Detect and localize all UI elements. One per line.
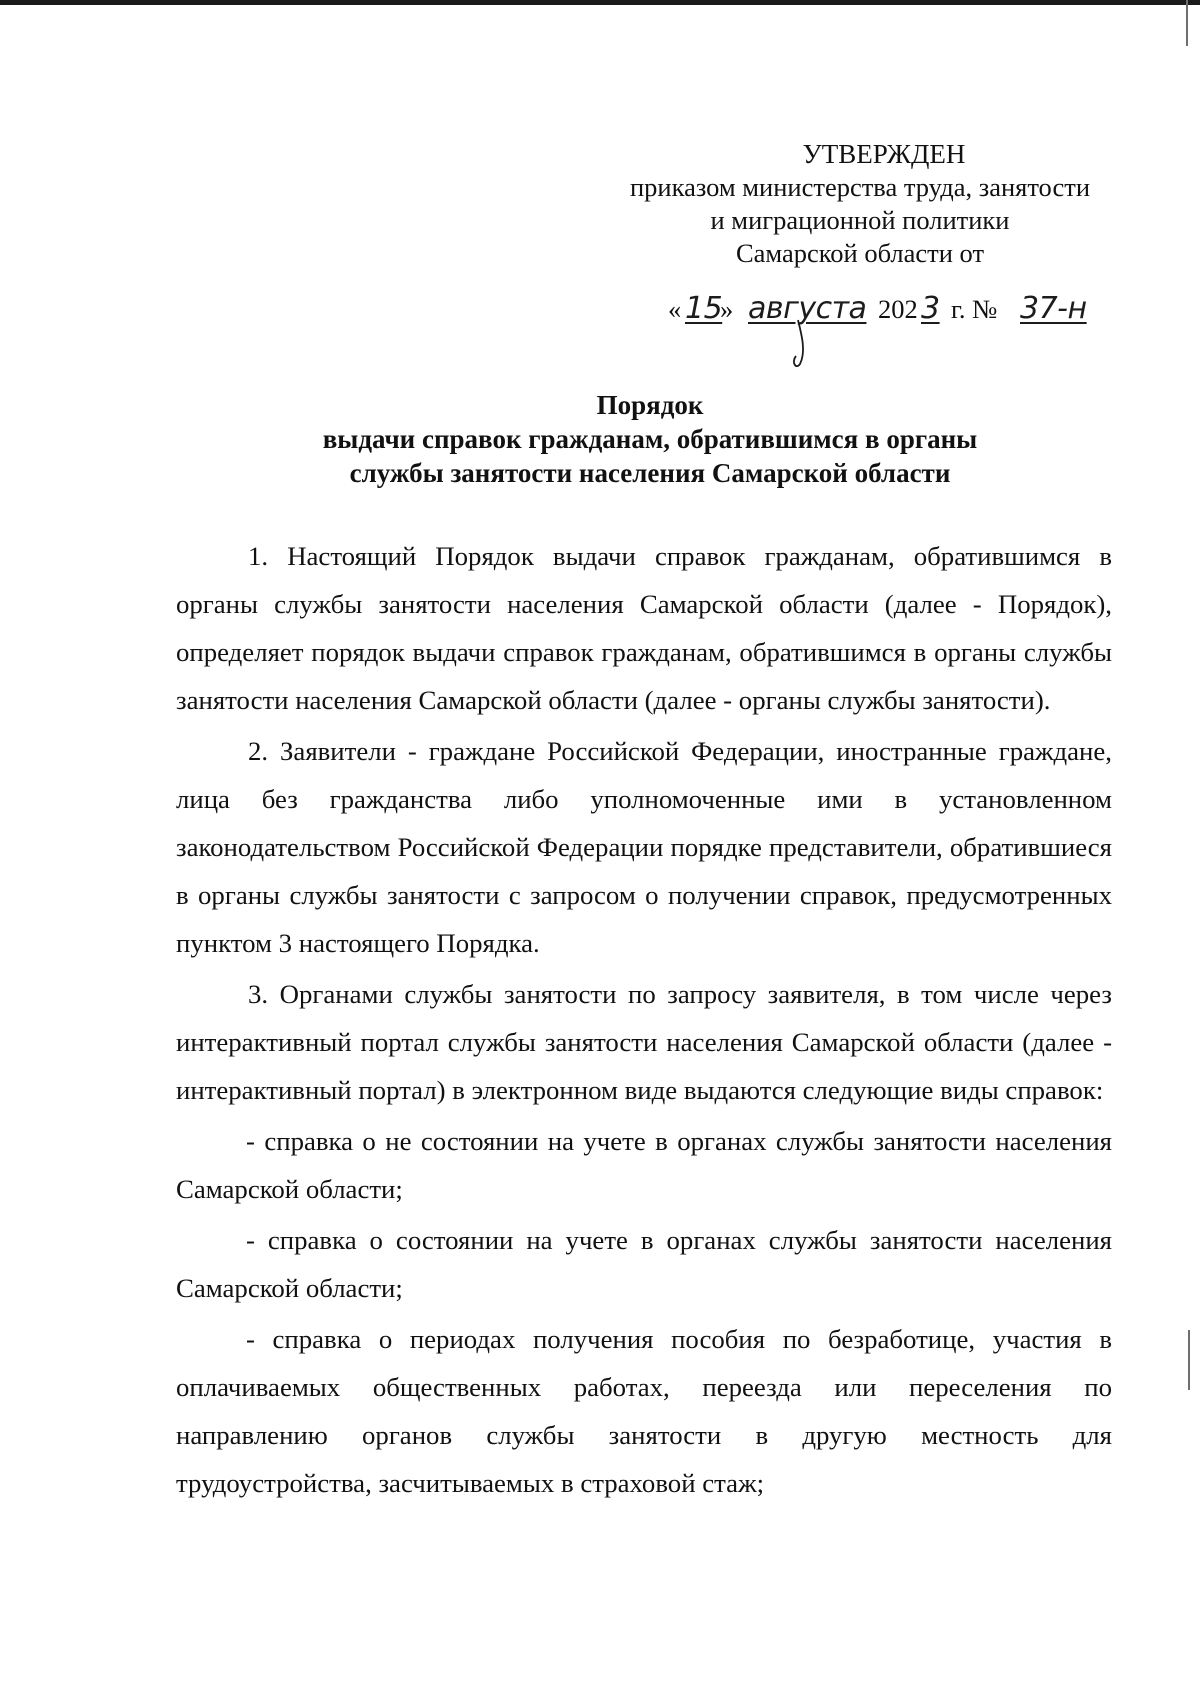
approval-line-3: Самарской области от bbox=[735, 238, 985, 268]
handwritten-order-number: 37-н bbox=[1020, 291, 1087, 326]
document-title bbox=[180, 388, 1120, 490]
paragraph-1: 1. Настоящий Порядок выдачи справок гражданам, обратившимся в органы службы занятости населения Самарской области (далее - Порядок), определяет порядок выдачи справок гражданам, обратившимся в органы службы занятости населения Самарской области (далее - органы службы занятости). bbox=[176, 541, 1112, 715]
list-item-certificate-benefit-periods: - справка о периодах получения пособия по безработице, участия в оплачиваемых общественных работах, переезда или переселения по направлению органов службы занятости в другую местность для трудоустройства, засчитываемых в страховой стаж; bbox=[176, 1324, 1112, 1498]
approval-block bbox=[600, 138, 1120, 270]
year-prefix: 202 bbox=[878, 294, 918, 324]
title-line-2: выдачи справок гражданам, обратившимся в органы bbox=[322, 424, 978, 454]
handwritten-day: 15 bbox=[685, 291, 723, 326]
close-quote: » bbox=[720, 294, 734, 324]
title-line-1: Порядок bbox=[596, 390, 704, 420]
list-item-certificate-registered: - справка о состоянии на учете в органах службы занятости населения Самарской области; bbox=[176, 1225, 1112, 1303]
handwritten-month-tail bbox=[792, 318, 816, 370]
document-body bbox=[176, 532, 1112, 1507]
approval-title: УТВЕРЖДЕН bbox=[802, 139, 966, 169]
list-item-certificate-not-registered: - справка о не состоянии на учете в органах службы занятости населения Самарской области; bbox=[176, 1126, 1112, 1204]
approval-line-2: и миграционной политики bbox=[710, 205, 1010, 235]
approval-line-1: приказом министерства труда, занятости bbox=[629, 172, 1090, 202]
order-date-number-line bbox=[668, 291, 1118, 374]
open-quote: « bbox=[668, 294, 682, 324]
number-prefix: г. № bbox=[951, 294, 998, 324]
paragraph-3: 3. Органами службы занятости по запросу заявителя, в том числе через интерактивный портал службы занятости населения Самарской области (далее - интерактивный портал) в электронном виде выдаются следующие виды справок: bbox=[176, 979, 1112, 1105]
handwritten-month: августа bbox=[748, 291, 867, 326]
title-line-3: службы занятости населения Самарской области bbox=[349, 458, 951, 488]
paragraph-2: 2. Заявители - граждане Российской Федерации, иностранные граждане, лица без гражданства либо уполномоченные ими в установленном законодательством Российской Федерации порядке представители, обратившиеся в органы службы занятости с запросом о получении справок, предусмотренных пунктом 3 настоящего Порядка. bbox=[176, 736, 1112, 958]
handwritten-year-digit: 3 bbox=[921, 291, 940, 326]
